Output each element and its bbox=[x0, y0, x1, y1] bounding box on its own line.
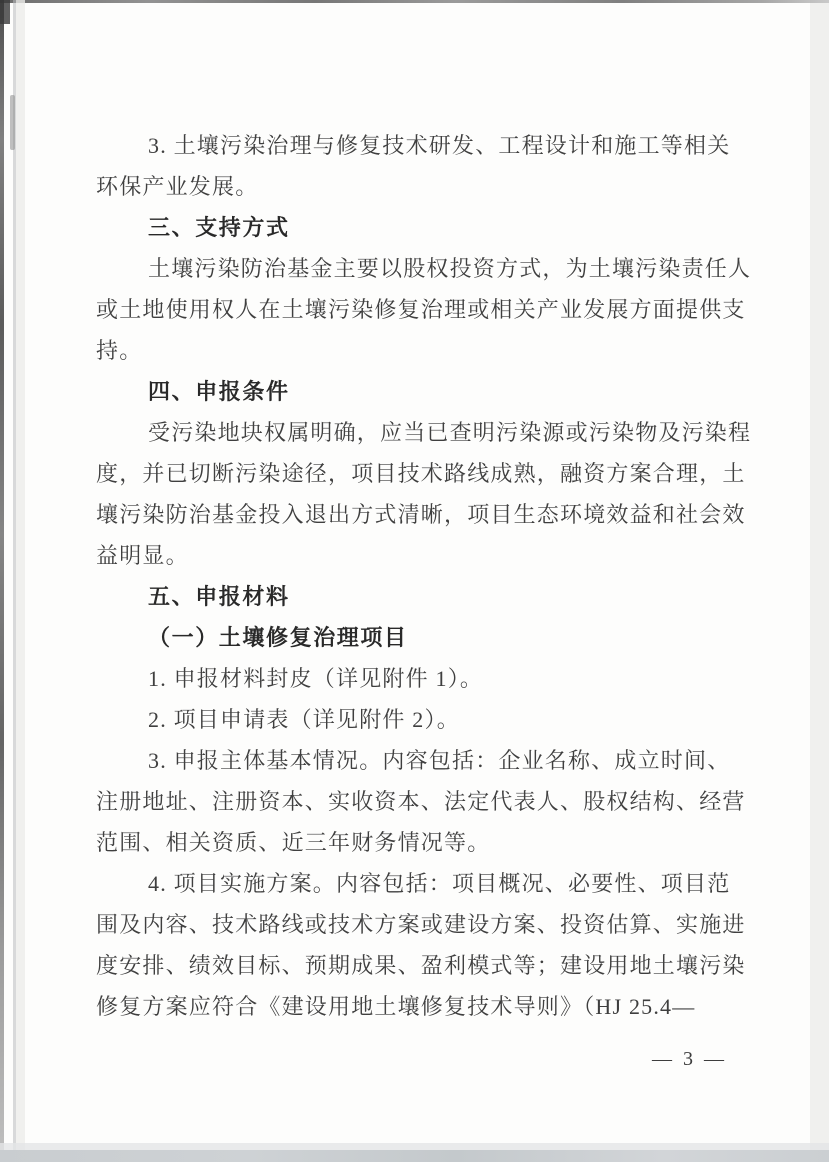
text-line: 注册地址、注册资本、实收资本、法定代表人、股权结构、经营 bbox=[96, 789, 746, 814]
scan-edge-right-band bbox=[810, 0, 829, 1162]
scan-corner-smudge bbox=[0, 0, 10, 24]
subsection-heading-soil-remediation-project: （一）土壤修复治理项目 bbox=[148, 625, 408, 650]
scan-edge-bottom-soft bbox=[0, 1143, 829, 1150]
document-body bbox=[96, 125, 756, 1027]
text-line: 或土地使用权人在土壤污染修复治理或相关产业发展方面提供支 bbox=[96, 297, 746, 322]
text-line: 壤污染防治基金投入退出方式清晰，项目生态环境效益和社会效 bbox=[96, 502, 746, 527]
scan-edge-left-band bbox=[16, 0, 25, 1162]
scan-edge-top bbox=[0, 0, 829, 3]
scan-edge-left-dark bbox=[0, 0, 4, 1162]
text-line: 2. 项目申请表（详见附件 2）。 bbox=[148, 707, 460, 732]
text-line: 4. 项目实施方案。内容包括：项目概况、必要性、项目范 bbox=[148, 871, 731, 896]
text-line: 度安排、绩效目标、预期成果、盈利模式等；建设用地土壤污染 bbox=[96, 953, 746, 978]
text-line: 度，并已切断污染途径，项目技术路线成熟，融资方案合理，土 bbox=[96, 461, 746, 486]
text-line: 受污染地块权属明确，应当已查明污染源或污染物及污染程 bbox=[148, 420, 752, 445]
text-line: 围及内容、技术路线或技术方案或建设方案、投资估算、实施进 bbox=[96, 912, 746, 937]
text-line: 持。 bbox=[96, 338, 143, 363]
scan-edge-bottom bbox=[0, 1150, 829, 1162]
text-line: 益明显。 bbox=[96, 543, 189, 568]
text-line: 环保产业发展。 bbox=[96, 174, 259, 199]
scan-mark-left bbox=[10, 95, 15, 150]
text-line: 3. 土壤污染治理与修复技术研发、工程设计和施工等相关 bbox=[148, 133, 731, 158]
section-heading-application-materials: 五、申报材料 bbox=[148, 584, 290, 609]
text-line: 1. 申报材料封皮（详见附件 1）。 bbox=[148, 666, 484, 691]
scan-edge-left-line bbox=[13, 0, 16, 1162]
page-number: — 3 — bbox=[652, 1048, 727, 1070]
section-heading-application-conditions: 四、申报条件 bbox=[148, 379, 290, 404]
text-line: 修复方案应符合《建设用地土壤修复技术导则》（HJ 25.4— bbox=[96, 994, 696, 1019]
text-line: 土壤污染防治基金主要以股权投资方式，为土壤污染责任人 bbox=[148, 256, 752, 281]
text-line: 范围、相关资质、近三年财务情况等。 bbox=[96, 830, 491, 855]
section-heading-support-method: 三、支持方式 bbox=[148, 215, 290, 240]
text-line: 3. 申报主体基本情况。内容包括：企业名称、成立时间、 bbox=[148, 748, 731, 773]
